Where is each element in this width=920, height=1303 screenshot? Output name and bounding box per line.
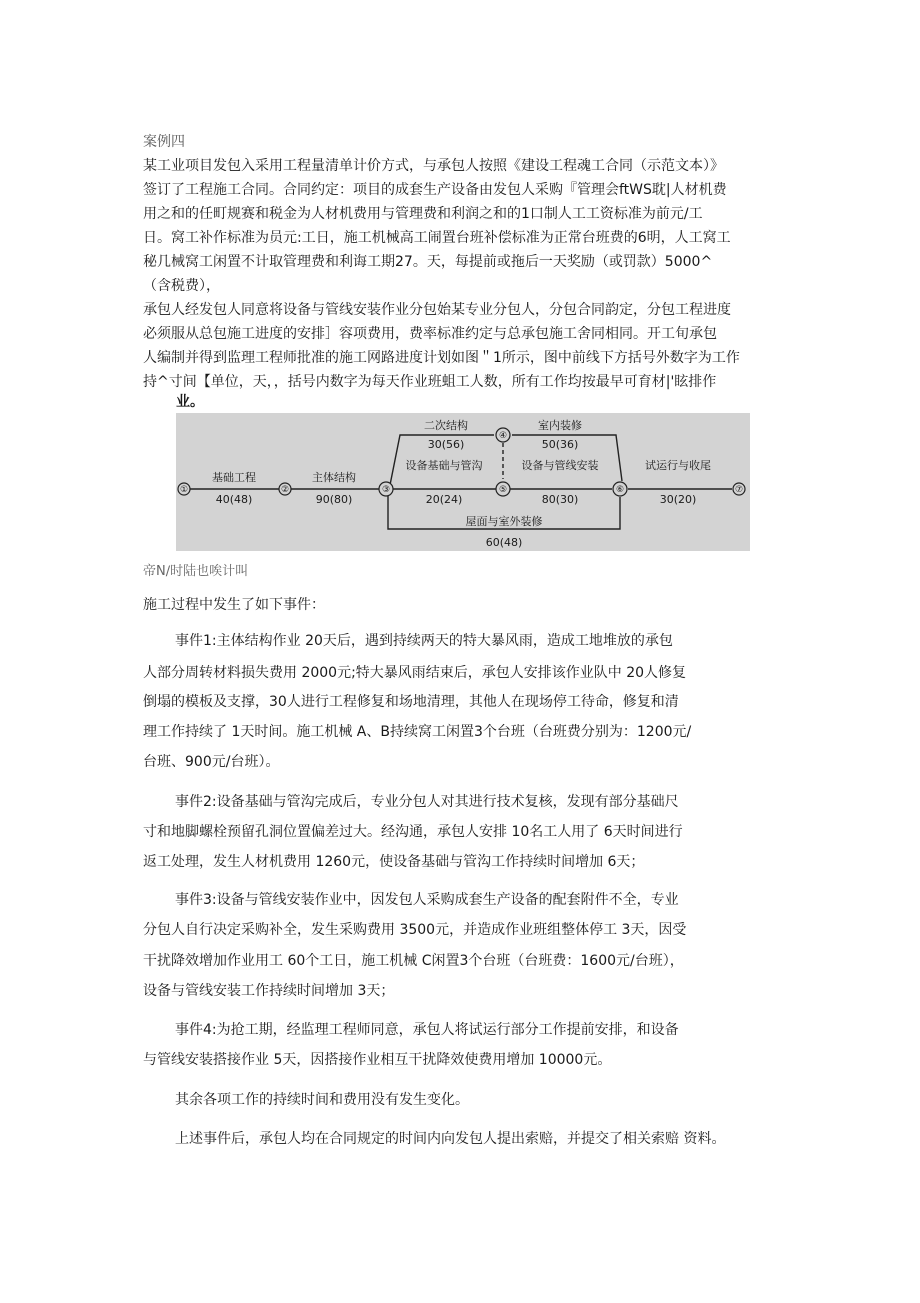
event-2-line: 寸和地脚螺栓预留孔洞位置偏差过大。经沟通，承包人安排 10名工人用了 6天时间进行 [143, 824, 683, 840]
intro-line: 秘几械窝工闲置不计取管理费和利诲工期27。天，每提前或拖后一天奖励（或罚款）5000^ [143, 254, 713, 270]
event-1-line: 人部分周转材料损失费用 2000元;特大暴风雨结束后，承包人安排该作业队中 20人修复 [143, 665, 687, 681]
activity-label-5: 室内装修 [538, 419, 582, 432]
event-1-line: 理工作持续了 1天时间。施工机械 A、B持续窝工闲置3个台班（台班费分别为：1200元/ [143, 724, 692, 740]
activity-value-5: 50(36) [541, 438, 579, 451]
case-title: 案例四 [143, 134, 185, 150]
event-4-line: 与管线安装搭接作业 5天，因搭接作业相互干扰降效使费用增加 10000元。 [143, 1052, 612, 1068]
closing-line-2: 上述事件后，承包人均在合同规定的时间内向发包人提出索赔，并提交了相关索赔 资料。 [175, 1131, 726, 1147]
activity-value-3: 30(56) [427, 438, 465, 451]
event-2-line: 返工处理，发生人材机费用 1260元，使设备基础与管沟工作持续时间增加 6天； [143, 854, 645, 870]
activity-value-4: 20(24) [425, 493, 463, 506]
event-1-line: 台班、900元/台班）。 [143, 754, 280, 770]
event-3-line: 分包人自行决定采购补全，发生采购费用 3500元，并造成作业班组整体停工 3天，因受 [143, 922, 687, 938]
intro-line: （含税费）， [143, 278, 220, 294]
activity-label-8: 试运行与收尾 [645, 459, 711, 472]
intro-line: 某工业项目发包入采用工程量清单计价方式，与承包人按照《建设工程魂工合同（示范文本）》 [143, 158, 724, 174]
closing-line-1: 其余各项工作的持续时间和费用没有发生变化。 [175, 1092, 469, 1108]
intro-line: 用之和的任町规赛和税金为人材机费用与管理费和利润之和的1口制人工工资标准为前元/工 [143, 206, 703, 222]
node-label-3: ③ [381, 485, 391, 495]
event-3-line: 事件3:设备与管线安装作业中，因发包人采购成套生产设备的配套附件不全，专业 [175, 892, 679, 908]
activity-label-2: 主体结构 [312, 471, 356, 484]
event-1-line: 事件1:主体结构作业 20天后，遇到持续两天的特大暴风雨，造成工地堆放的承包 [175, 633, 673, 649]
intro-line: 必须服从总包施工进度的安排］容项费用，费率标准约定与总承包施工舍同相同。开工旬承包 [143, 326, 717, 342]
intro-line: 承包人经发包人同意将设备与管线安装作业分包始某专业分包人，分包合同韵定，分包工程进度 [143, 302, 731, 318]
node-label-1: ① [179, 485, 189, 495]
activity-value-8: 30(20) [659, 493, 697, 506]
node-label-2: ② [280, 485, 290, 495]
activity-label-4: 设备基础与管沟 [405, 459, 483, 472]
event-4-line: 事件4:为抢工期，经监理工程师同意，承包人将试运行部分工作提前安排，和设备 [175, 1022, 679, 1038]
events-intro: 施工过程中发生了如下事件： [143, 597, 325, 613]
activity-value-1: 40(48) [215, 493, 253, 506]
intro-line: 持^寸间【单位，天，，括号内数字为每天作业班蛆工人数，所有工作均按最早可育材|'眩排作 [143, 374, 717, 390]
activity-label-3: 二次结构 [424, 419, 468, 432]
intro-line: 日。窝工补作标准为员元:工日，施工机械高工闹置台班补偿标准为正常台班费的6明，人工窝工 [143, 230, 731, 246]
event-1-line: 倒塌的模板及支撑，30人进行工程修复和场地清理，其他人在现场停工待命，修复和清 [143, 694, 679, 710]
activity-label-1: 基础工程 [212, 471, 256, 484]
event-3-line: 设备与管线安装工作持续时间增加 3天； [143, 983, 395, 999]
network-diagram [176, 413, 750, 551]
event-2-line: 事件2:设备基础与管沟完成后，专业分包人对其进行技术复核，发现有部分基础尺 [175, 794, 679, 810]
figure-caption: 帝N∕时陆也唉计叫 [143, 564, 249, 579]
activity-label-7: 屋面与室外装修 [465, 515, 543, 528]
intro-line: 签订了工程施工合同。合同约定：项目的成套生产设备由发包人采购『管理会ftWS耽|人材机费 [143, 182, 727, 198]
intro-line: 业。 [176, 394, 204, 410]
node-label-5: ⑤ [498, 485, 508, 495]
event-3-line: 干扰降效增加作业用工 60个工日，施工机械 C闲置3个台班（台班费：1600元/台班）， [143, 953, 684, 969]
activity-value-6: 80(30) [541, 493, 579, 506]
node-label-4: ④ [498, 431, 508, 441]
activity-value-2: 90(80) [315, 493, 353, 506]
node-label-6: ⑥ [615, 485, 625, 495]
node-label-7: ⑦ [734, 485, 744, 495]
activity-value-7: 60(48) [485, 536, 523, 549]
intro-line: 人编制并得到监理工程师批准的施工网路进度计划如图＂1所示，图中前线下方括号外数字为工作 [143, 350, 740, 366]
activity-label-6: 设备与管线安装 [521, 459, 599, 472]
